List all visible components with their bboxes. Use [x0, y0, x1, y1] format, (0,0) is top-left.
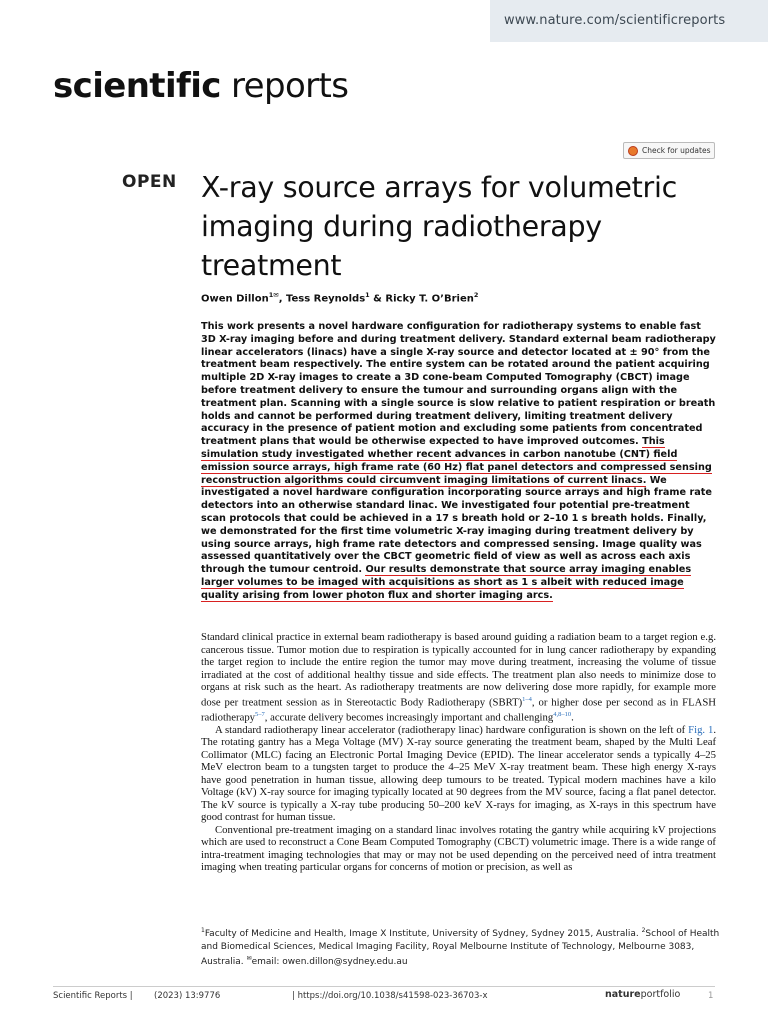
abstract-highlight: This simulation study investigated whether recent advances in carbon nanotube (CNT) field emission source arrays, high frame rate (60 Hz) flat panel detectors and compressed sensing reconstruction algorithms could circumvent imaging limitations of current linacs. — [201, 436, 712, 486]
crossmark-icon — [628, 146, 638, 156]
author-name[interactable]: Tess Reynolds — [285, 293, 366, 305]
open-access-label: OPEN — [122, 172, 177, 192]
author-name[interactable]: Ricky T. O’Brien — [385, 293, 474, 305]
author-affiliation[interactable]: 1 — [365, 291, 370, 299]
footer-volume: (2023) 13:9776 — [154, 991, 221, 1001]
affiliation-marker: 1 — [201, 927, 205, 934]
author-list — [201, 291, 478, 304]
body-text: . — [571, 711, 574, 724]
citation-link[interactable]: 1–4 — [522, 695, 532, 703]
abstract-text: We investigated a novel hardware configuration incorporating source arrays and high frame rate detectors into an otherwise standard linac. We investigated four potential pre-treatment scan protocols that could be achieved in a 17 s breath hold or 2–10 1 s breath holds. Finally, we demonstrated for the first time volumetric X-ray imaging during treatment delivery by using source arrays, high frame rate detectors and compressed sensing. Image quality was assessed quantitatively over the CBCT geometric field of view as well as across each axis through the tumour centroid. — [201, 474, 712, 576]
journal-url[interactable]: www.nature.com/scientificreports — [504, 13, 726, 28]
affiliation-marker: 2 — [641, 927, 646, 934]
publisher-logo — [605, 989, 680, 1000]
author-separator: & — [369, 293, 386, 305]
footer-journal: Scientific Reports | — [53, 991, 133, 1001]
journal-logo — [53, 66, 348, 106]
article-title: X-ray source arrays for volumetric imaging during radiotherapy treatment — [201, 171, 677, 282]
citation-link[interactable]: 4,8–10 — [553, 710, 572, 718]
email-icon: ✉ — [246, 955, 252, 962]
footer-doi-link[interactable]: | https://doi.org/10.1038/s41598-023-36703-x — [292, 991, 488, 1001]
publisher-logo-bold: nature — [605, 989, 641, 1000]
journal-logo-bold: scientific — [53, 66, 221, 106]
corresponding-email[interactable]: email: owen.dillon@sydney.edu.au — [251, 957, 408, 967]
abstract — [201, 321, 716, 603]
affiliation-text: School of Health and Biomedical Sciences, Medical Imaging Facility, Royal Melbourne Institute of Technology, Melbourne 3083, Australia. — [201, 929, 720, 967]
abstract-text: This work presents a novel hardware configuration for radiotherapy systems to enable fast 3D X-ray imaging before and during treatment delivery. Standard external beam radiotherapy linear accelerators (linacs) have a single X-ray source and detector located at ± 90° from the treatment beam respectively. The entire system can be rotated around the patient acquiring multiple 2D X-ray images to create a 3D cone-beam Computed Tomography (CBCT) image before treatment delivery to ensure the tumour and surrounding organs align with the treatment plan. Scanning with a single source is slow relative to patient respiration or breath holds and cannot be performed during treatment delivery, limiting treatment delivery accuracy in the presence of patient motion and excluding some patients from concentrated treatment plans that would be otherwise expected to have improved outcomes. — [201, 321, 716, 448]
journal-url-bar — [490, 0, 768, 42]
body-paragraph — [201, 631, 716, 724]
abstract-highlight: Our results demonstrate that source array imaging enables larger volumes to be imaged with acquisitions as short as 1 s albeit with reduced image quality arising from lower photon flux and shorter imaging arcs. — [201, 564, 692, 601]
body-text: . The rotating gantry has a Mega Voltage (MV) X-ray source generating the treatment beam, shaped by the Multi Leaf Collimator (MLC) facing an Electronic Portal Imaging Device (EPID). The linear accelerator sends a typically 4–25 MeV electron beam to a tungsten target to produce the 4–25 MeV X-ray treatment beam. These high energy X-rays have good penetration in human tissue, allowing deep tumours to be treated. Typical modern machines have a kilo Voltage (kV) X-ray source for imaging typically located at 90 degrees from the MV source, facing a flat panel detector. The kV source is typically a X-ray tube producing 50–200 keV X-rays for imaging, as X-rays in this spectrum have good contrast for human tissue. — [201, 723, 716, 824]
check-for-updates-label: Check for updates — [642, 146, 711, 155]
affiliation-text: Faculty of Medicine and Health, Image X Institute, University of Sydney, Sydney 2015, Australia. — [204, 929, 642, 939]
author-affiliation[interactable]: 2 — [473, 291, 479, 299]
body-text: Standard clinical practice in external beam radiotherapy is based around guiding a radiation beam to a target region e.g. cancerous tissue. Tumor motion due to respiration is typically accounted for in lung cancer radiotherapy by expanding the target region to include the entire region the tumor may move during treatment, increasing the volume of tissue irradiated at the cost of additional healthy tissue and side effects. The treatment plan also needs to minimize dose to organs at risk such as the heart. As radiotherapy treatments are now delivering dose more rapidly, for example more dose per treatment session as in Stereotactic Body Radiotherapy (SBRT) — [201, 631, 716, 709]
footer-divider — [53, 986, 715, 987]
body-paragraph — [201, 724, 716, 824]
publisher-logo-light: portfolio — [640, 989, 681, 1000]
author-name[interactable]: Owen Dillon — [201, 293, 269, 305]
article-body — [201, 631, 716, 874]
page-number: 1 — [708, 991, 714, 1001]
citation-link[interactable]: 5–7 — [255, 710, 265, 718]
journal-logo-light: reports — [231, 66, 349, 106]
author-affiliation[interactable]: 1✉ — [268, 291, 279, 299]
author-separator: , — [278, 293, 286, 305]
check-for-updates-button[interactable] — [623, 142, 715, 159]
body-text: , accurate delivery becomes increasingly important and challenging — [264, 711, 554, 724]
body-paragraph: Conventional pre-treatment imaging on a standard linac involves rotating the gantry while acquiring kV projections which are used to reconstruct a Cone Beam Computed Tomography (CBCT) volumetric image. There is a wide range of intra-treatment imaging technologies that may or may not be used depending on the perceived need of intra treatment imaging when treating particular organs for concerns of motion or precision, as well as — [201, 823, 716, 874]
affiliations — [201, 925, 721, 969]
body-text: A standard radiotherapy linear accelerator (radiotherapy linac) hardware configuration is shown on the left of — [215, 723, 689, 736]
body-text: , or higher dose per second as in FLASH radiotherapy — [201, 696, 716, 724]
figure-link[interactable]: Fig. 1 — [688, 723, 714, 736]
